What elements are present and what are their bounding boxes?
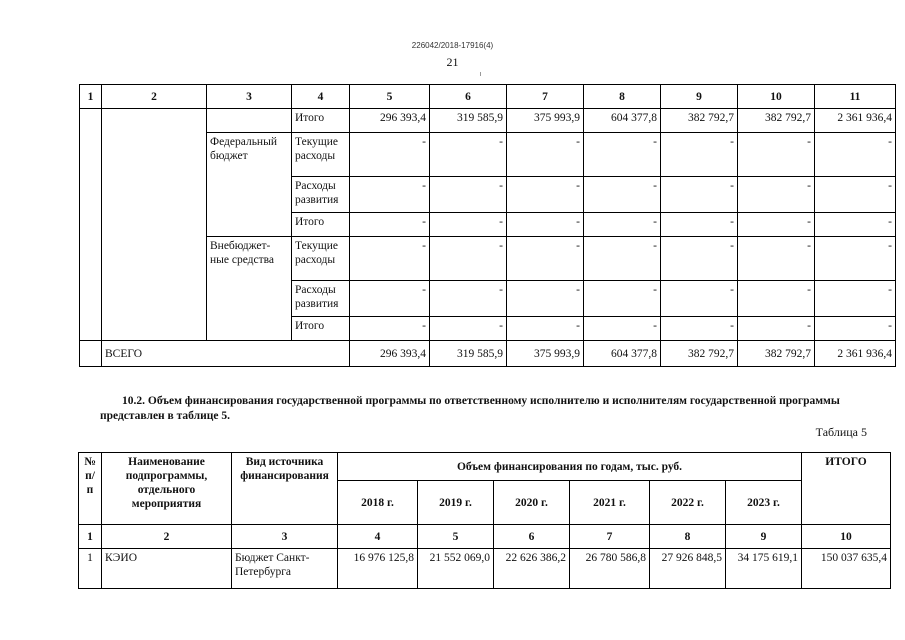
col-num: 10: [802, 525, 891, 549]
value-cell: -: [661, 317, 738, 341]
value-cell: -: [815, 133, 896, 177]
value-cell: -: [815, 213, 896, 237]
expense-type-cell: Расходы развития: [292, 177, 350, 213]
header-year: 2021 г.: [570, 481, 650, 525]
col-num: 11: [815, 85, 896, 109]
header-year: 2019 г.: [418, 481, 494, 525]
col-num: 8: [584, 85, 661, 109]
value-cell: -: [584, 237, 661, 281]
value-cell: 382 792,7: [738, 109, 815, 133]
value-cell: 22 626 386,2: [494, 549, 570, 589]
value-cell: -: [350, 317, 430, 341]
value-cell: -: [738, 237, 815, 281]
col-num: 3: [207, 85, 292, 109]
value-cell: -: [661, 213, 738, 237]
col-num: 6: [494, 525, 570, 549]
value-cell: -: [507, 281, 584, 317]
header-year: 2023 г.: [726, 481, 802, 525]
value-cell: 296 393,4: [350, 341, 430, 367]
expense-type-cell: Расходы развития: [292, 281, 350, 317]
value-cell: 375 993,9: [507, 109, 584, 133]
expense-type-cell: Итого: [292, 213, 350, 237]
col-num: 10: [738, 85, 815, 109]
value-cell: 26 780 586,8: [570, 549, 650, 589]
table-row: [79, 549, 891, 589]
value-cell: -: [738, 281, 815, 317]
header-total: ИТОГО: [802, 453, 891, 525]
header-num: № п/п: [79, 453, 102, 525]
row-name: КЭИО: [102, 549, 232, 589]
value-cell: -: [350, 177, 430, 213]
value-cell: -: [350, 237, 430, 281]
value-cell: -: [815, 317, 896, 341]
expense-type-cell: Текущие расходы: [292, 133, 350, 177]
expense-type-cell: Текущие расходы: [292, 237, 350, 281]
value-cell: -: [661, 133, 738, 177]
value-cell: 34 175 619,1: [726, 549, 802, 589]
total-label: ВСЕГО: [102, 341, 350, 367]
value-cell: -: [507, 237, 584, 281]
value-cell: 2 361 936,4: [815, 109, 896, 133]
total-row: [80, 341, 896, 367]
expense-type-cell: Итого: [292, 317, 350, 341]
value-cell: 16 976 125,8: [338, 549, 418, 589]
source-cell: Федеральный бюджет: [207, 133, 292, 237]
col-num: 8: [650, 525, 726, 549]
blank-cell: [80, 341, 102, 367]
col-num: 7: [507, 85, 584, 109]
col-num: 5: [350, 85, 430, 109]
value-cell: 604 377,8: [584, 109, 661, 133]
value-cell: -: [738, 317, 815, 341]
value-cell: -: [584, 177, 661, 213]
value-cell: -: [430, 177, 507, 213]
expense-type-cell: Итого: [292, 109, 350, 133]
section-paragraph: 10.2. Объем финансирования государственной программы по ответственному исполнителю и исполнителям государственной программы представлен в таблице 5.: [100, 395, 840, 422]
page-number: 21: [446, 55, 459, 69]
value-cell: 382 792,7: [661, 341, 738, 367]
financing-table-5: [78, 452, 891, 589]
value-cell: -: [584, 317, 661, 341]
blank-cell: [102, 109, 207, 341]
page-mark: [480, 72, 481, 76]
col-num: 5: [418, 525, 494, 549]
value-cell: -: [430, 213, 507, 237]
financing-table-continued: [79, 84, 896, 367]
value-cell: -: [661, 237, 738, 281]
value-cell: 319 585,9: [430, 109, 507, 133]
value-cell: -: [430, 237, 507, 281]
row-num: 1: [79, 549, 102, 589]
header-year: 2020 г.: [494, 481, 570, 525]
row-source: Бюджет Санкт-Петербурга: [232, 549, 338, 589]
value-cell: -: [815, 281, 896, 317]
value-cell: -: [350, 281, 430, 317]
blank-cell: [80, 109, 102, 341]
table-row: [80, 109, 896, 133]
header-row: [79, 453, 891, 481]
col-num: 7: [570, 525, 650, 549]
col-num: 1: [79, 525, 102, 549]
value-cell: 604 377,8: [584, 341, 661, 367]
value-cell: -: [815, 177, 896, 213]
document-code: 226042/2018-17916(4): [411, 41, 494, 50]
value-cell: -: [430, 281, 507, 317]
source-cell: [207, 109, 292, 133]
col-num: 9: [726, 525, 802, 549]
col-num: 4: [338, 525, 418, 549]
value-cell: -: [507, 177, 584, 213]
value-cell: 382 792,7: [661, 109, 738, 133]
value-cell: 150 037 635,4: [802, 549, 891, 589]
value-cell: -: [584, 133, 661, 177]
col-num: 1: [80, 85, 102, 109]
value-cell: 296 393,4: [350, 109, 430, 133]
value-cell: -: [430, 133, 507, 177]
header-volume: Объем финансирования по годам, тыс. руб.: [338, 453, 802, 481]
value-cell: -: [350, 213, 430, 237]
header-year: 2022 г.: [650, 481, 726, 525]
value-cell: -: [738, 213, 815, 237]
value-cell: -: [507, 317, 584, 341]
value-cell: -: [584, 281, 661, 317]
value-cell: -: [661, 177, 738, 213]
header-source: Вид источника финансирования: [232, 453, 338, 525]
column-number-row: [79, 525, 891, 549]
value-cell: 382 792,7: [738, 341, 815, 367]
column-number-row: [80, 85, 896, 109]
value-cell: -: [661, 281, 738, 317]
value-cell: 27 926 848,5: [650, 549, 726, 589]
col-num: 6: [430, 85, 507, 109]
value-cell: -: [507, 213, 584, 237]
value-cell: -: [738, 177, 815, 213]
value-cell: 2 361 936,4: [815, 341, 896, 367]
value-cell: -: [430, 317, 507, 341]
header-year: 2018 г.: [338, 481, 418, 525]
value-cell: -: [738, 133, 815, 177]
header-name: Наименование подпрограммы, отдельного мероприятия: [102, 453, 232, 525]
value-cell: -: [350, 133, 430, 177]
col-num: 2: [102, 85, 207, 109]
value-cell: -: [507, 133, 584, 177]
col-num: 9: [661, 85, 738, 109]
col-num: 4: [292, 85, 350, 109]
value-cell: -: [584, 213, 661, 237]
table-label: Таблица 5: [815, 425, 867, 439]
value-cell: -: [815, 237, 896, 281]
col-num: 3: [232, 525, 338, 549]
value-cell: 319 585,9: [430, 341, 507, 367]
value-cell: 21 552 069,0: [418, 549, 494, 589]
source-cell: Внебюджет-ные средства: [207, 237, 292, 341]
col-num: 2: [102, 525, 232, 549]
value-cell: 375 993,9: [507, 341, 584, 367]
